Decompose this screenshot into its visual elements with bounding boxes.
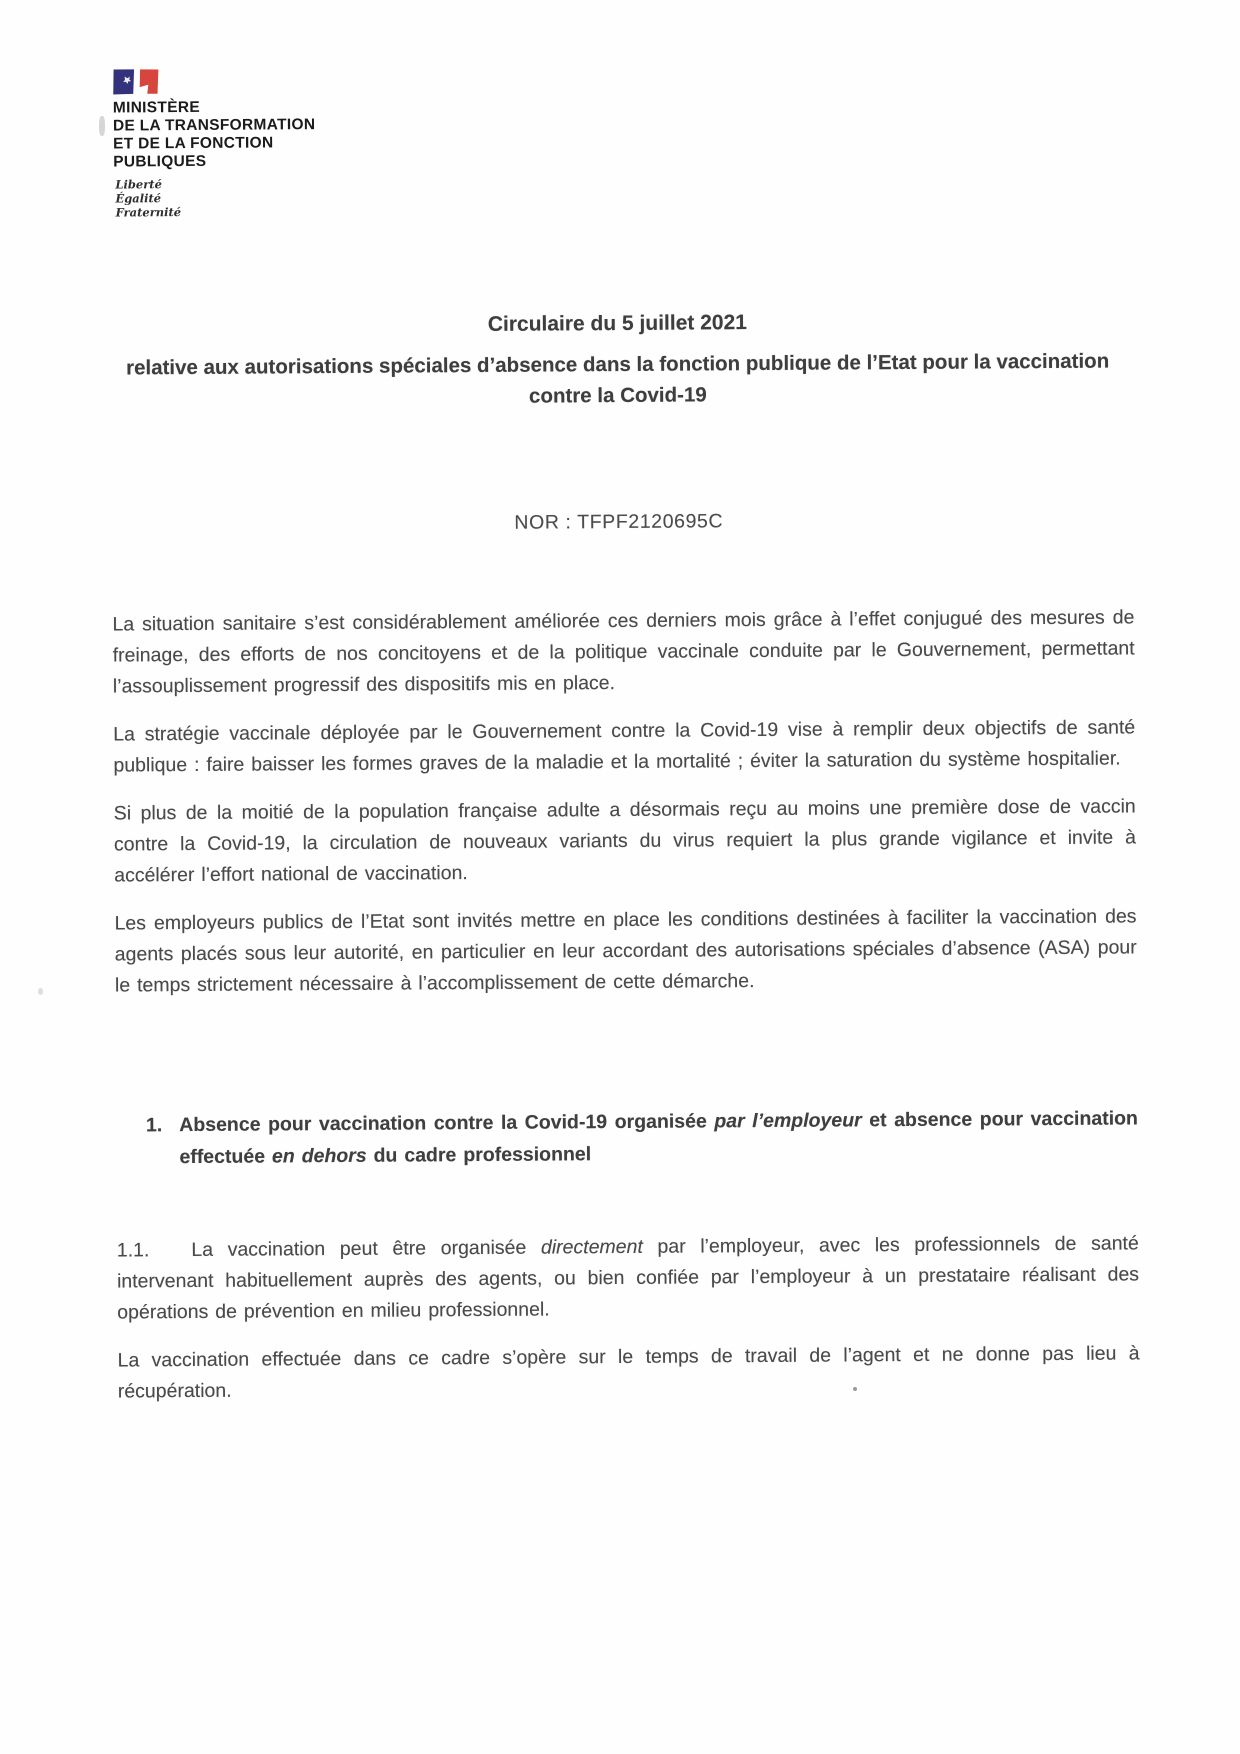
motto-line: Fraternité xyxy=(115,205,182,220)
heading-italic-fragment: en dehors xyxy=(271,1144,367,1168)
ministry-name xyxy=(113,97,473,172)
paragraph-situation-sanitaire: La situation sanitaire s’est considérablement améliorée ces derniers mois grâce à l’effet conjugué des mesures de freinage, des efforts de nos concitoyens et de la politique vaccinale conduite par le Gouvernement, permettant l’assouplissement progressif des dispositifs mis en place. xyxy=(112,606,1135,698)
heading-text-fragment: du cadre professionnel xyxy=(366,1143,592,1167)
ministry-logo-block xyxy=(113,65,474,220)
republic-motto xyxy=(115,175,473,219)
nor-reference: NOR : TFPF2120695C xyxy=(514,510,724,534)
ministry-name-line: MINISTÈRE xyxy=(112,98,201,117)
paragraph-1-1-number: 1.1. xyxy=(116,1239,150,1262)
section-1-number: 1. xyxy=(145,1114,163,1137)
ministry-name-line: DE LA TRANSFORMATION xyxy=(112,116,316,135)
section-1-heading xyxy=(116,1102,1138,1173)
paragraph-1-1 xyxy=(117,1228,1140,1328)
document-title: Circulaire du 5 juillet 2021 xyxy=(487,311,747,336)
ministry-name-line: ET DE LA FONCTION xyxy=(113,134,274,153)
motto-line: Égalité xyxy=(115,191,162,206)
document-subtitle: relative aux autorisations spéciales d’absence dans la fonction publique de l’Etat pour la vaccination contre la Covid-19 xyxy=(126,349,1110,408)
motto-line: Liberté xyxy=(115,177,162,192)
paragraph-employeurs-publics: Les employeurs publics de l’Etat sont invités mettre en place les conditions destinées à faciliter la vaccination des agents placés sous leur autorité, en particulier en leur accordant des autorisations spéciales d’absence (ASA) pour le temps strictement nécessaire à l’accomplissement de cette démarche. xyxy=(114,905,1137,997)
section-1-heading-text xyxy=(179,1102,1138,1173)
paragraph-text-fragment: La vaccination peut être organisée xyxy=(191,1236,542,1262)
heading-text-fragment: et absence pour vaccination effectuée xyxy=(179,1107,1138,1169)
paragraph-population-francaise: Si plus de la moitié de la population française adulte a désormais reçu au moins une première dose de vaccin contre la Covid-19, la circulation de nouveaux variants du virus requiert la plus grande vigilance et invite à accélérer l’effort national de vaccination. xyxy=(113,795,1137,887)
document-body xyxy=(112,602,1140,1407)
french-flag-icon xyxy=(113,67,160,96)
heading-italic-fragment: par l’employeur xyxy=(714,1109,862,1133)
paragraph-strategie-vaccinale: La stratégie vaccinale déployée par le Gouvernement contre la Covid-19 vise à remplir deux objectifs de santé publique : faire baisser les formes graves de la maladie et la mortalité ; éviter la saturation du système hospitalier. xyxy=(113,716,1136,777)
ministry-name-line: PUBLIQUES xyxy=(113,152,207,171)
paragraph-italic-fragment: directement xyxy=(540,1235,643,1259)
heading-text-fragment: Absence pour vaccination contre la Covid-19 organisée xyxy=(179,1110,715,1137)
paragraph-text-fragment: par l’employeur, avec les professionnels de santé intervenant habituellement auprès des agents, ou bien confiée par l’employeur à un prestataire réalisant des opérations de prévention en milieu professionnel. xyxy=(116,1232,1140,1324)
paragraph-closing: La vaccination effectuée dans ce cadre s’opère sur le temps de travail de l’agent et ne donne pas lieu à récupération. xyxy=(117,1342,1140,1403)
